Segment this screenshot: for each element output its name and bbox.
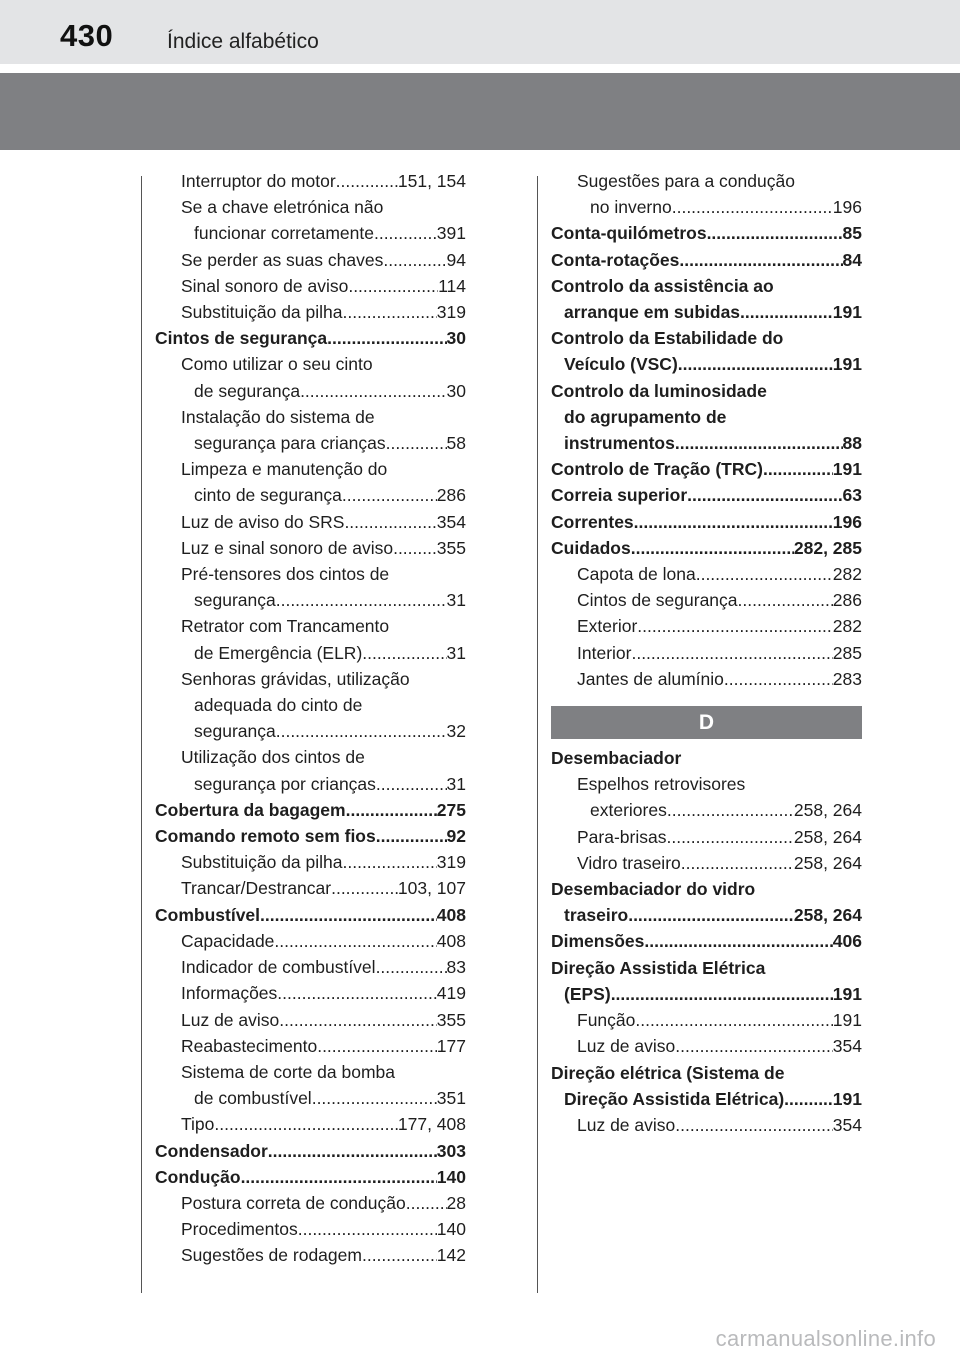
index-subentry — [551, 1112, 862, 1138]
index-entry — [155, 797, 466, 823]
index-subentry — [551, 587, 862, 613]
entry-text: segurança — [194, 590, 276, 611]
entry-text: arranque em subidas — [564, 302, 741, 323]
section-title: Índice alfabético — [167, 30, 319, 53]
index-subentry — [155, 168, 466, 194]
leader-dots — [678, 351, 833, 377]
index-entry — [551, 325, 862, 377]
leader-dots — [635, 1007, 832, 1033]
page-reference: 351 — [436, 1088, 466, 1109]
page-reference: 177, 408 — [397, 1114, 466, 1135]
page-reference: 83 — [446, 957, 466, 978]
entry-text: Procedimentos — [181, 1219, 298, 1240]
index-entry — [551, 1060, 862, 1112]
index-subentry — [155, 1216, 466, 1242]
entry-text: de Emergência (ELR) — [194, 642, 363, 663]
index-entry — [551, 378, 862, 457]
page-reference: 282 — [832, 616, 862, 637]
leader-dots — [241, 1164, 437, 1190]
entry-text: Se a chave eletrónica não — [181, 197, 384, 218]
leader-dots — [331, 875, 398, 901]
page-reference: 406 — [832, 931, 862, 952]
entry-text: Capota de lona — [577, 564, 696, 585]
leader-dots — [260, 902, 437, 928]
leader-dots — [268, 1138, 437, 1164]
page-reference: 85 — [842, 223, 862, 244]
page-reference: 30 — [446, 380, 466, 401]
entry-text: Cuidados — [551, 537, 631, 558]
leader-dots — [637, 613, 833, 639]
entry-text: exteriores — [590, 800, 667, 821]
entry-text: Comando remoto sem fios — [155, 826, 376, 847]
page-reference: 319 — [436, 852, 466, 873]
index-subentry — [155, 273, 466, 299]
entry-text: segurança por crianças — [194, 773, 376, 794]
entry-text: Direção elétrica (Sistema de — [551, 1062, 785, 1083]
watermark: carmanualsonline.info — [715, 1326, 936, 1351]
page-reference: 355 — [436, 1009, 466, 1030]
entry-text: Conta-quilómetros — [551, 223, 707, 244]
index-subentry — [155, 247, 466, 273]
leader-dots — [343, 849, 437, 875]
index-subentry — [155, 1033, 466, 1059]
entry-text: Condução — [155, 1166, 241, 1187]
left-column-rule — [141, 176, 142, 1293]
entry-text: Substituição da pilha — [181, 302, 343, 323]
leader-dots — [279, 1007, 437, 1033]
header-band — [0, 73, 960, 150]
page-reference: 191 — [832, 1088, 862, 1109]
entry-text: segurança — [194, 721, 276, 742]
leader-dots — [312, 1085, 437, 1111]
page-reference: 32 — [446, 721, 466, 742]
index-subentry — [551, 1033, 862, 1059]
page-reference: 354 — [832, 1114, 862, 1135]
index-subentry — [155, 1111, 466, 1137]
leader-dots — [679, 247, 842, 273]
index-subentry — [551, 168, 862, 220]
page-reference: 258, 264 — [793, 852, 862, 873]
entry-text: Interruptor do motor — [181, 171, 336, 191]
entry-text: Pré-tensores dos cintos de — [181, 564, 390, 585]
page-reference: 355 — [436, 537, 466, 558]
page-reference: 88 — [842, 433, 862, 454]
page-reference: 28 — [446, 1192, 466, 1213]
index-entry — [551, 273, 862, 325]
leader-dots — [348, 273, 438, 299]
leader-dots — [344, 509, 436, 535]
index-entry — [155, 1138, 466, 1164]
entry-text: Correntes — [551, 511, 634, 532]
entry-text: Sinal sonoro de aviso — [181, 275, 349, 296]
index-column-right — [551, 168, 862, 1138]
page-reference: 258, 264 — [793, 905, 862, 926]
leader-dots — [383, 247, 446, 273]
index-subentry — [155, 744, 466, 796]
page-reference: 191 — [832, 459, 862, 480]
leader-dots — [386, 430, 447, 456]
entry-text: Cintos de segurança — [577, 590, 738, 611]
entry-text: Espelhos retrovisores — [577, 774, 746, 795]
leader-dots — [376, 771, 447, 797]
index-entry — [155, 325, 466, 351]
entry-text: Postura correta de condução — [181, 1192, 406, 1213]
page-reference: 140 — [436, 1166, 466, 1187]
page-reference: 196 — [832, 511, 862, 532]
page-reference: 63 — [842, 485, 862, 506]
entry-text: Como utilizar o seu cinto — [181, 354, 373, 375]
index-entry — [551, 247, 862, 273]
index-subentry — [155, 1007, 466, 1033]
index-subentry — [155, 613, 466, 665]
leader-dots — [276, 718, 447, 744]
page-reference: 31 — [446, 642, 466, 663]
leader-dots — [346, 797, 437, 823]
entry-text: Direção Assistida Elétrica) — [564, 1088, 785, 1109]
entry-text: Exterior — [577, 616, 638, 637]
page-reference: 191 — [832, 354, 862, 375]
entry-text: funcionar corretamente — [194, 223, 374, 244]
page-reference: 191 — [832, 1010, 862, 1031]
index-entry — [551, 509, 862, 535]
page-reference: 303 — [436, 1140, 466, 1161]
entry-text: Sugestões de rodagem — [181, 1245, 362, 1266]
entry-text: Interior — [577, 642, 632, 663]
index-subentry — [155, 194, 466, 246]
entry-text: Substituição da pilha — [181, 852, 343, 873]
index-subentry — [155, 456, 466, 508]
leader-dots — [376, 823, 447, 849]
index-entry — [155, 1164, 466, 1190]
index-subentry — [155, 299, 466, 325]
index-group-d — [551, 745, 862, 1138]
entry-text: Para-brisas — [577, 826, 667, 847]
entry-text: Jantes de alumínio — [577, 668, 724, 689]
index-subentry — [551, 850, 862, 876]
entry-text: Vidro traseiro — [577, 852, 681, 873]
entry-text: Controlo da luminosidade — [551, 380, 767, 401]
entry-text: de combustível — [194, 1088, 312, 1109]
leader-dots — [675, 430, 843, 456]
entry-text: Utilização dos cintos de — [181, 747, 365, 768]
index-subentry — [155, 849, 466, 875]
entry-text: (EPS) — [564, 983, 611, 1004]
leader-dots — [784, 1086, 833, 1112]
page-reference: 283 — [832, 668, 862, 689]
leader-dots — [611, 981, 833, 1007]
leader-dots — [362, 640, 446, 666]
index-subentry — [551, 666, 862, 692]
entry-text: Tipo — [181, 1114, 215, 1135]
leader-dots — [631, 640, 832, 666]
index-subentry — [551, 561, 862, 587]
entry-text: Luz de aviso do SRS — [181, 511, 345, 532]
page-header-bar — [0, 0, 960, 64]
leader-dots — [336, 168, 398, 194]
index-subentry — [155, 928, 466, 954]
entry-text: Luz de aviso — [577, 1036, 676, 1057]
leader-dots — [724, 666, 833, 692]
entry-text: Combustível — [155, 904, 261, 925]
index-subentry — [551, 613, 862, 639]
leader-dots — [374, 220, 437, 246]
entry-text: Direção Assistida Elétrica — [551, 957, 766, 978]
leader-dots — [300, 378, 446, 404]
index-entry — [551, 535, 862, 561]
entry-text: Controlo da assistência ao — [551, 275, 774, 296]
leader-dots — [675, 1112, 833, 1138]
index-subentry — [551, 1007, 862, 1033]
entry-text: no inverno — [590, 197, 672, 218]
index-subentry — [155, 509, 466, 535]
page-reference: 140 — [436, 1219, 466, 1240]
page-reference: 319 — [436, 302, 466, 323]
index-subentry — [551, 640, 862, 666]
leader-dots — [634, 509, 833, 535]
index-subentry — [155, 980, 466, 1006]
page-reference: 31 — [446, 590, 466, 611]
entry-text: de segurança — [194, 380, 301, 401]
leader-dots — [362, 1242, 437, 1268]
letter-heading: D — [698, 710, 715, 734]
entry-text: Capacidade — [181, 930, 275, 951]
page-reference: 286 — [436, 485, 466, 506]
leader-dots — [343, 299, 437, 325]
page-reference: 354 — [436, 511, 466, 532]
leader-dots — [277, 980, 437, 1006]
page-reference: 258, 264 — [793, 826, 862, 847]
page-reference: 391 — [436, 223, 466, 244]
index-entry — [551, 456, 862, 482]
page-reference: 419 — [436, 983, 466, 1004]
index-subentry — [155, 404, 466, 456]
entry-text: Veículo (VSC) — [564, 354, 678, 375]
entry-text: Cobertura da bagagem — [155, 799, 346, 820]
entry-text: Senhoras grávidas, utilização — [181, 668, 410, 689]
page-reference: 84 — [842, 249, 862, 270]
entry-text: Informações — [181, 983, 278, 1004]
middle-column-rule — [537, 176, 538, 1293]
entry-text: Condensador — [155, 1140, 268, 1161]
page-reference: 58 — [446, 433, 466, 454]
page-reference: 258, 264 — [793, 800, 862, 821]
index-entry — [551, 482, 862, 508]
index-entry — [155, 902, 466, 928]
index-entry — [551, 876, 862, 928]
index-group-c — [551, 168, 862, 692]
leader-dots — [667, 797, 794, 823]
index-entry — [551, 955, 862, 1007]
index-column-left — [155, 168, 466, 1269]
leader-dots — [298, 1216, 437, 1242]
entry-text: Se perder as suas chaves — [181, 249, 384, 270]
leader-dots — [274, 928, 436, 954]
entry-text: Função — [577, 1010, 636, 1031]
entry-text: Instalação do sistema de — [181, 406, 375, 427]
leader-dots — [406, 1190, 447, 1216]
page-reference: 30 — [446, 328, 466, 349]
index-subentry — [155, 1059, 466, 1111]
entry-text: Indicador de combustível — [181, 957, 376, 978]
leader-dots — [376, 954, 447, 980]
letter-heading-band — [551, 706, 862, 739]
page-reference: 354 — [832, 1036, 862, 1057]
page-number: 430 — [60, 18, 114, 53]
entry-text: Limpeza e manutenção do — [181, 459, 388, 480]
page-reference: 191 — [832, 302, 862, 323]
entry-text: Trancar/Destrancar — [181, 878, 332, 899]
leader-dots — [327, 325, 446, 351]
entry-text: Dimensões — [551, 931, 645, 952]
leader-dots — [681, 850, 794, 876]
page-reference: 142 — [436, 1245, 466, 1266]
entry-text: Sistema de corte da bomba — [181, 1061, 396, 1082]
index-subentry — [551, 771, 862, 823]
index-subentry — [155, 561, 466, 613]
page-reference: 103, 107 — [397, 878, 466, 899]
page-reference: 92 — [446, 826, 466, 847]
index-subentry — [155, 666, 466, 745]
entry-text: instrumentos — [564, 433, 675, 454]
entry-text: Desembaciador do vidro — [551, 879, 756, 900]
leader-dots — [276, 587, 447, 613]
index-subentry — [155, 535, 466, 561]
entry-text: Sugestões para a condução — [577, 171, 795, 191]
index-subentry — [551, 824, 862, 850]
entry-text: Reabastecimento — [181, 1035, 318, 1056]
entry-text: Retrator com Trancamento — [181, 616, 390, 637]
leader-dots — [707, 220, 843, 246]
entry-text: Desembaciador — [551, 748, 682, 769]
entry-text: Luz de aviso — [577, 1114, 676, 1135]
page-reference: 94 — [446, 249, 466, 270]
entry-text: Controlo da Estabilidade do — [551, 328, 784, 349]
page-reference: 151, 154 — [397, 171, 466, 191]
index-entry — [155, 823, 466, 849]
index-entry — [551, 928, 862, 954]
entry-text: Luz de aviso — [181, 1009, 280, 1030]
leader-dots — [644, 928, 832, 954]
page-reference: 282, 285 — [793, 537, 862, 558]
entry-text: traseiro — [564, 905, 629, 926]
leader-dots — [675, 1033, 833, 1059]
index-subentry — [155, 1190, 466, 1216]
entry-text: do agrupamento de — [564, 406, 727, 427]
index-subentry — [155, 1242, 466, 1268]
leader-dots — [738, 587, 833, 613]
page-reference: 285 — [832, 642, 862, 663]
leader-dots — [687, 482, 842, 508]
entry-text: segurança para crianças — [194, 433, 386, 454]
page-reference: 286 — [832, 590, 862, 611]
leader-dots — [740, 299, 833, 325]
leader-dots — [342, 482, 437, 508]
entry-text: Conta-rotações — [551, 249, 680, 270]
page-reference: 114 — [438, 275, 466, 296]
leader-dots — [628, 902, 794, 928]
page-reference: 408 — [436, 930, 466, 951]
leader-dots — [672, 194, 833, 220]
index-entry — [551, 745, 862, 771]
leader-dots — [666, 824, 793, 850]
entry-text: Controlo de Tração (TRC) — [551, 459, 763, 480]
leader-dots — [696, 561, 833, 587]
entry-text: Cintos de segurança — [155, 328, 328, 349]
page-reference: 282 — [832, 564, 862, 585]
page-reference: 191 — [832, 983, 862, 1004]
page-reference: 196 — [832, 197, 862, 218]
leader-dots — [317, 1033, 437, 1059]
entry-text: cinto de segurança — [194, 485, 342, 506]
entry-text: adequada do cinto de — [194, 695, 363, 716]
page-reference: 31 — [446, 773, 466, 794]
index-subentry — [155, 875, 466, 901]
leader-dots — [763, 456, 833, 482]
entry-text: Correia superior — [551, 485, 688, 506]
page-reference: 408 — [436, 904, 466, 925]
index-entry — [551, 220, 862, 246]
page-reference: 275 — [436, 799, 466, 820]
leader-dots — [393, 535, 437, 561]
index-subentry — [155, 954, 466, 980]
leader-dots — [631, 535, 794, 561]
page-reference: 177 — [436, 1035, 466, 1056]
entry-text: Luz e sinal sonoro de aviso — [181, 537, 394, 558]
index-subentry — [155, 351, 466, 403]
leader-dots — [214, 1111, 397, 1137]
